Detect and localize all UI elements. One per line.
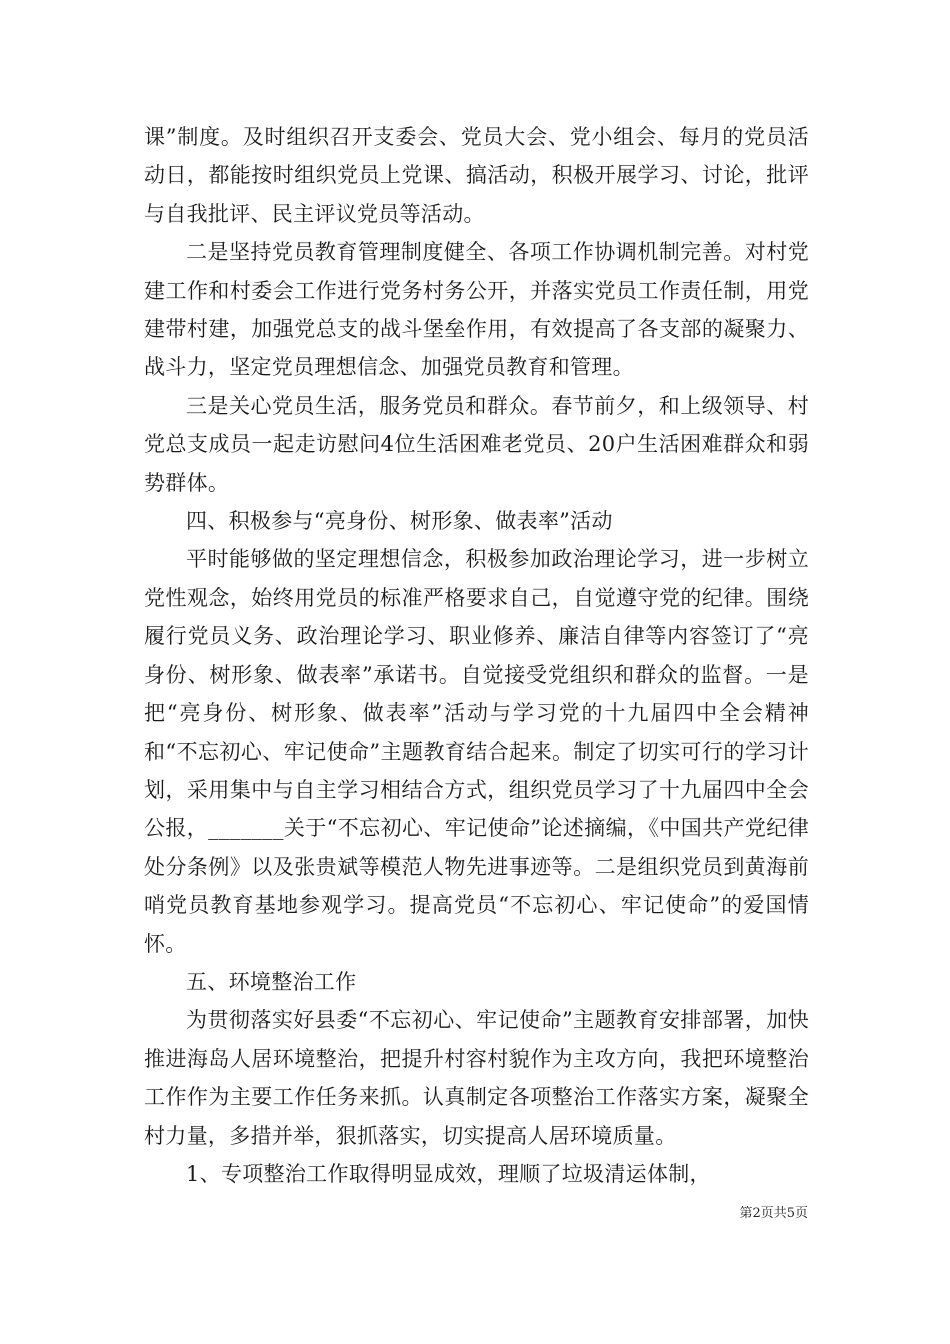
paragraph-special-rectification: 1、专项整治工作取得明显成效，理顺了垃圾清运体制，	[186, 1161, 711, 1186]
section-heading-four: 四、积极参与“亮身份、树形象、做表率”活动	[186, 509, 613, 534]
paragraph-continuation: 课”制度。及时组织召开支委会、党员大会、党小组会、每月的党员活动日，都能按时组织党员上党课、搞活动，积极开展学习、讨论，批评与自我批评、民主评议党员等活动。	[144, 125, 809, 226]
paragraph-environment: 为贯彻落实好县委“不忘初心、牢记使命”主题教育安排部署，加快推进海岛人居环境整治，把提升村容村貌作为主攻方向，我把环境整治工作作为主要工作任务来抓。认真制定各项整治工作落实方案，凝聚全村力量，多措并举，狠抓落实，切实提高人居环境质量。	[144, 1008, 809, 1148]
paragraph-activity: 平时能够做的坚定理想信念，积极参加政治理论学习，进一步树立党性观念，始终用党员的标准严格要求自己，自觉遵守党的纪律。围绕履行党员义务、政治理论学习、职业修养、廉洁自律等内容签订了“亮身份、树形象、做表率”承诺书。自觉接受党组织和群众的监督。一是把“亮身份、树形象、做表率”活动与学习党的十九届四中全会精神和“不忘初心、牢记使命”主题教育结合起来。制定了切实可行的学习计划，采用集中与自主学习相结合方式，组织党员学习了十九届四中全会公报，_______关于“不忘初心、牢记使命”论述摘编，《中国共产党纪律处分条例》以及张贵斌等模范人物先进事迹等。二是组织党员到黄海前哨党员教育基地参观学习。提高党员“不忘初心、牢记使命”的爱国情怀。	[144, 547, 809, 956]
section-heading-five: 五、环境整治工作	[186, 969, 357, 994]
page-number-footer: 第2页共5页	[739, 1206, 808, 1221]
paragraph-education-management: 二是坚持党员教育管理制度健全、各项工作协调机制完善。对村党建工作和村委会工作进行党务村务公开，并落实党员工作责任制，用党建带村建，加强党总支的战斗堡垒作用，有效提高了各支部的凝聚力、战斗力，坚定党员理想信念、加强党员教育和管理。	[144, 240, 809, 380]
paragraph-care-members: 三是关心党员生活，服务党员和群众。春节前夕，和上级领导、村党总支成员一起走访慰问4位生活困难老党员、20户生活困难群众和弱势群体。	[144, 393, 809, 495]
document-body	[144, 118, 809, 1193]
